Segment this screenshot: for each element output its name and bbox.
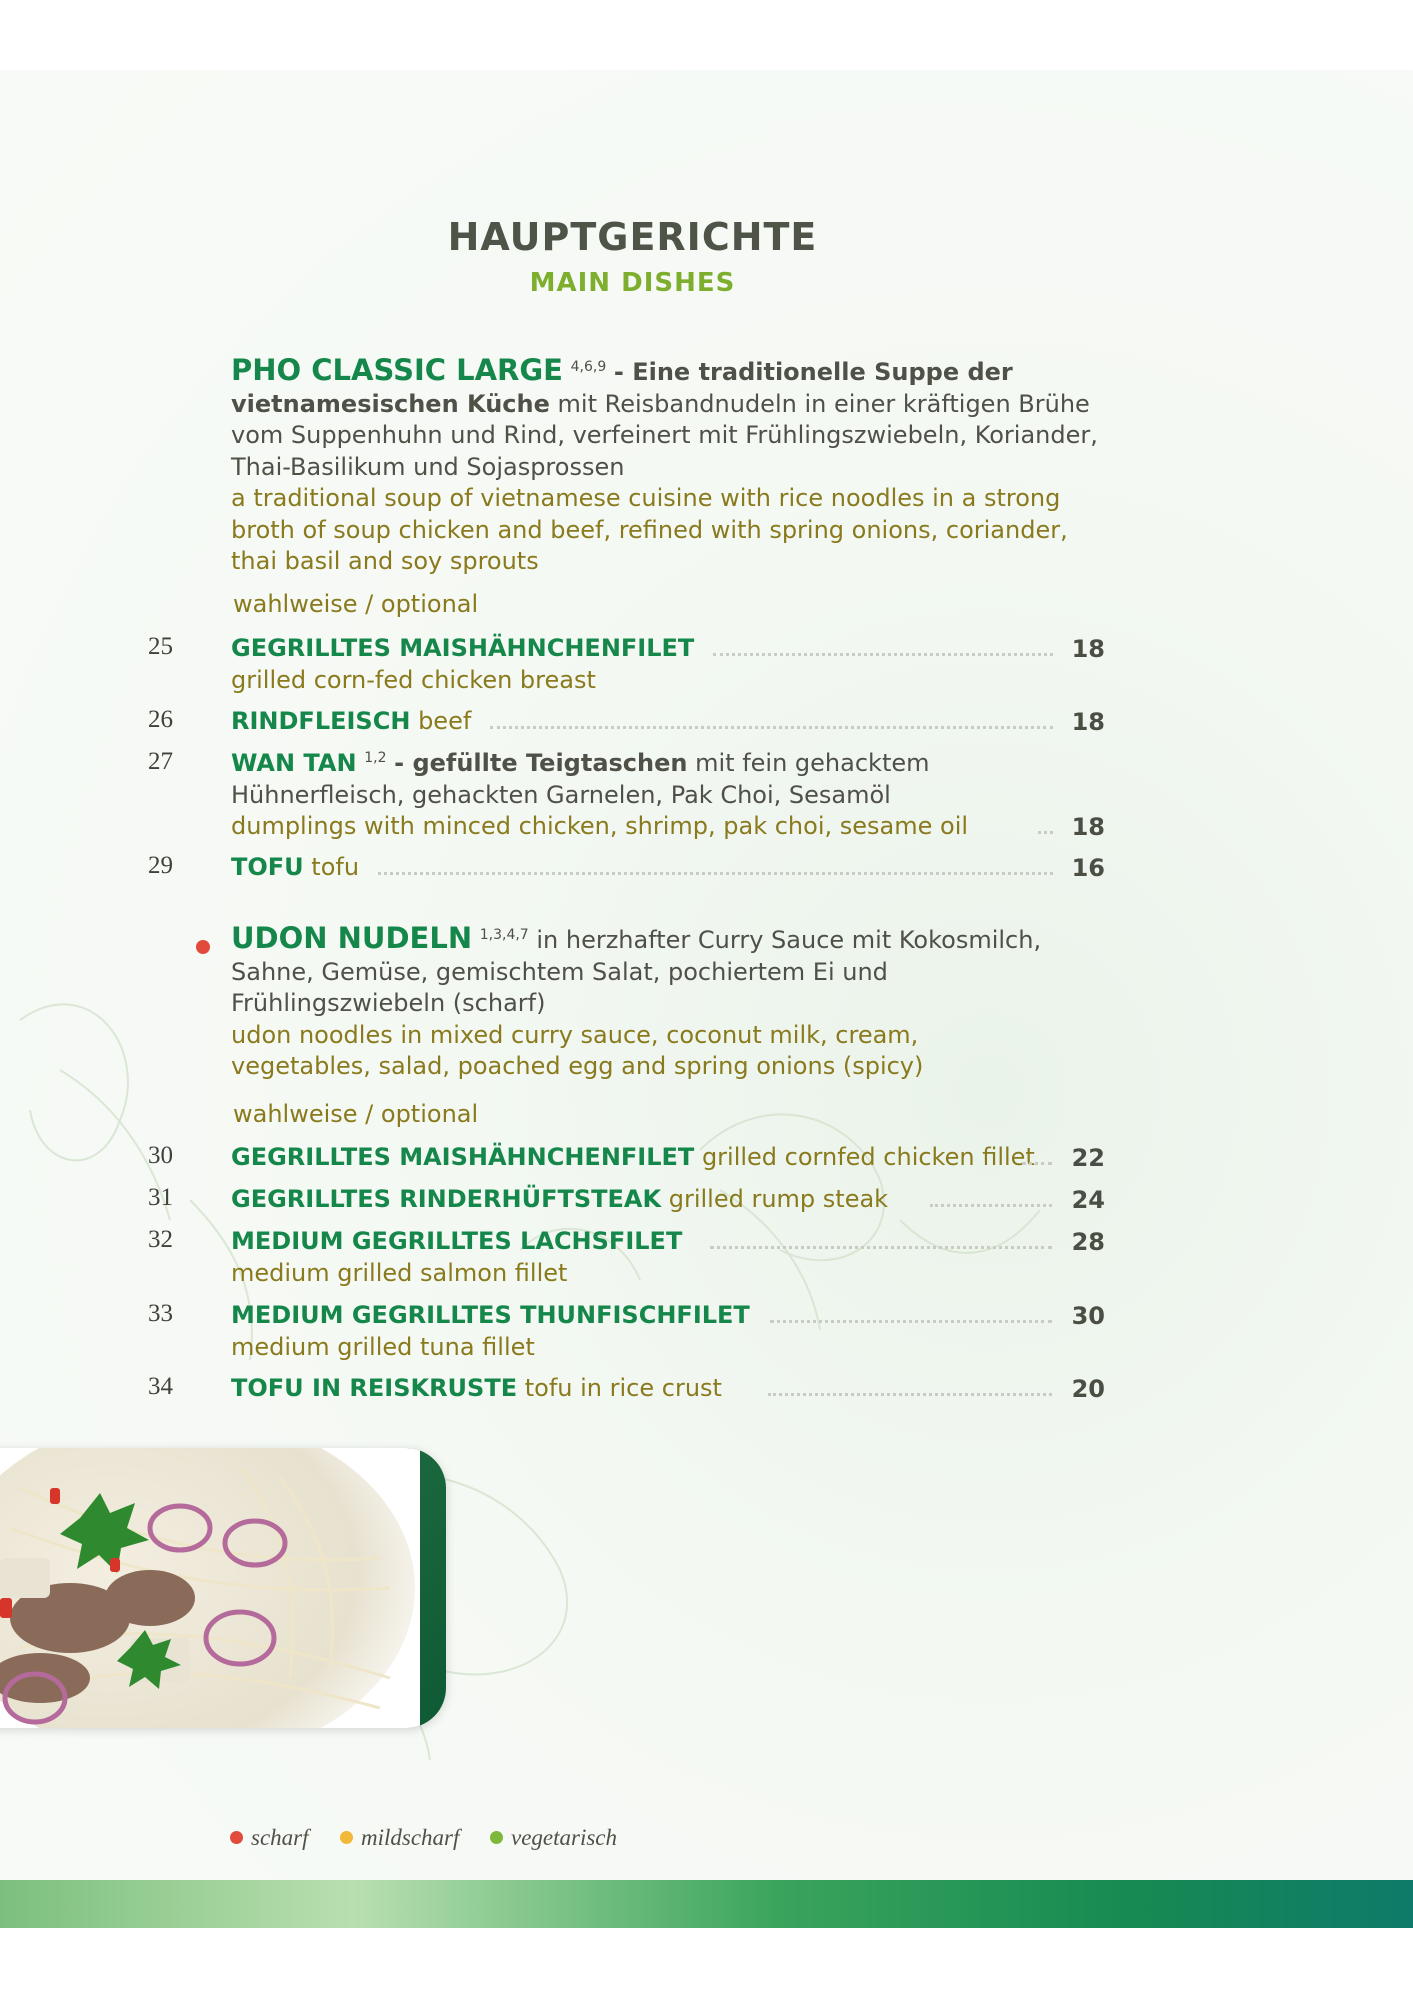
item-price: 20 [1071,1375,1105,1403]
item-price: 30 [1071,1302,1105,1330]
item-tagline: - gefüllte Teigtaschen [394,749,688,777]
pho-soup-photo [0,1448,446,1728]
item-price: 22 [1071,1144,1105,1172]
item-number: 30 [148,1142,173,1169]
spicy-indicator [196,940,210,954]
item-number: 26 [148,706,173,733]
legend-label: vegetarisch [511,1825,618,1850]
dot-leader [768,1373,1052,1396]
item-name: MEDIUM GEGRILLTES THUNFISCHFILET [231,1301,750,1329]
item-price: 28 [1071,1228,1105,1256]
item-number: 27 [148,748,173,775]
item-name-en: beef [418,707,472,735]
dot-leader [490,706,1053,729]
allergen-codes: 1,2 [364,750,387,766]
item-name: GEGRILLTES MAISHÄHNCHENFILET [231,1143,695,1171]
item-name: MEDIUM GEGRILLTES LACHSFILET [231,1227,683,1255]
item-name: WAN TAN [231,749,357,777]
item-name: GEGRILLTES RINDERHÜFTSTEAK [231,1185,662,1213]
legend-item-scharf [230,1825,309,1851]
item-name-en: medium grilled salmon fillet [231,1258,568,1287]
yellow-dot-icon [340,1831,353,1844]
item-text [231,1184,1051,1216]
dot-leader [713,633,1053,656]
item-number: 34 [148,1373,173,1400]
dot-leader [1038,811,1053,834]
red-dot-icon [230,1831,243,1844]
item-text [231,1142,1051,1174]
dot-leader [378,852,1053,875]
item-price: 18 [1071,813,1105,841]
footer-band [0,1880,1413,1928]
dish-description-en: a traditional soup of vietnamese cuisine with rice noodles in a strong broth of soup chicken and beef, refined with spring onions, coriander, thai basil and soy sprouts [231,484,1068,575]
item-description-en: dumplings with minced chicken, shrimp, pak choi, sesame oil [231,812,969,840]
dish-description-pho [231,355,1101,578]
page-title: HAUPTGERICHTE [447,215,818,259]
dish-name: UDON NUDELN [231,921,473,955]
item-price: 16 [1071,854,1105,882]
optional-label: wahlweise / optional [233,1100,479,1128]
item-number: 31 [148,1184,173,1211]
green-dot-icon [490,1831,503,1844]
dish-tagline: - Eine traditionelle Suppe der vietnamesischen Küche [231,358,1013,418]
allergen-codes: 1,3,4,7 [479,927,529,943]
optional-label: wahlweise / optional [233,590,479,618]
item-name-en: tofu in rice crust [524,1374,722,1402]
dot-leader [930,1184,1052,1207]
dot-leader [710,1226,1052,1249]
dish-description-de: mit Reisbandnudeln in einer kräftigen Brühe vom Suppenhuhn und Rind, verfeinert mit Frühlingszwiebeln, Koriander, Thai-Basilikum und Sojasprossen [231,389,1098,481]
item-name: TOFU [231,853,304,881]
menu-page [0,70,1413,1928]
dot-leader [770,1300,1052,1323]
dish-description-en: udon noodles in mixed curry sauce, coconut milk, cream, vegetables, salad, poached egg and spring onions (spicy) [231,1020,924,1080]
item-name: GEGRILLTES MAISHÄHNCHENFILET [231,634,695,662]
allergen-codes: 4,6,9 [570,359,607,375]
item-number: 29 [148,852,173,879]
dot-leader [1022,1142,1052,1165]
item-price: 24 [1071,1186,1105,1214]
legend-item-vegetarisch [490,1825,617,1851]
item-description-de: mit fein gehacktem Hühnerfleisch, gehackten Garnelen, Pak Choi, Sesamöl [231,749,930,809]
item-name-en: grilled cornfed chicken fillet [701,1143,1035,1171]
item-number: 25 [148,633,173,660]
item-name-en: medium grilled tuna fillet [231,1332,535,1361]
dish-name: PHO CLASSIC LARGE [231,353,563,387]
item-price: 18 [1071,635,1105,663]
legend-label: mildscharf [361,1825,460,1850]
item-text [231,748,1031,843]
item-name-en: grilled corn-fed chicken breast [231,665,596,694]
item-name-en: tofu [311,853,360,881]
page-subtitle: MAIN DISHES [529,268,736,298]
soup-bowl-illustration [0,1448,446,1728]
legend-label: scharf [251,1825,309,1850]
item-number: 33 [148,1300,173,1327]
item-name: TOFU IN REISKRUSTE [231,1374,518,1402]
legend-item-mildscharf [340,1825,459,1851]
item-number: 32 [148,1226,173,1253]
item-name: RINDFLEISCH [231,707,411,735]
item-price: 18 [1071,708,1105,736]
item-name-en: grilled rump steak [668,1185,889,1213]
dish-description-udon [231,923,1061,1083]
dish-description-de: in herzhafter Curry Sauce mit Kokosmilch, Sahne, Gemüse, gemischtem Salat, pochiertem Ei und Frühlingszwiebeln (scharf) [231,926,1042,1017]
